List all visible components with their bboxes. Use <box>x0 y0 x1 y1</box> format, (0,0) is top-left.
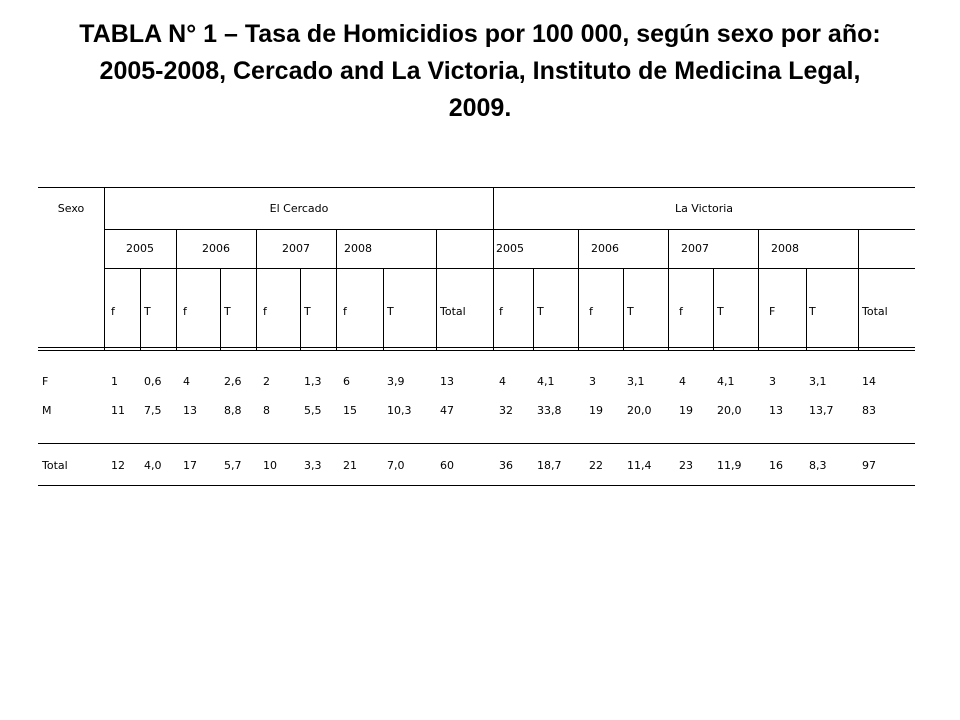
table-cell: 10,3 <box>387 404 412 417</box>
table-cell: 4,0 <box>144 459 162 472</box>
table-cell: 20,0 <box>717 404 742 417</box>
year-victoria-2008: 2008 <box>771 242 799 255</box>
rule-years <box>104 229 915 230</box>
table-cell: 11,9 <box>717 459 742 472</box>
vrule-v-f4 <box>806 268 807 350</box>
rule-header-bottom-2 <box>38 350 915 351</box>
table-cell: 4 <box>183 375 190 388</box>
table-cell: 6 <box>343 375 350 388</box>
table-cell: 10 <box>263 459 277 472</box>
table-cell: 3,1 <box>809 375 827 388</box>
table-cell: 3 <box>589 375 596 388</box>
title-line-2: 2005-2008, Cercado and La Victoria, Instituto de Medicina Legal, <box>99 57 861 85</box>
row-label: M <box>42 404 52 417</box>
table-cell: 36 <box>499 459 513 472</box>
row-label: F <box>42 375 49 388</box>
table-cell: 3 <box>769 375 776 388</box>
table-cell: 11,4 <box>627 459 652 472</box>
year-cercado-2008: 2008 <box>344 242 372 255</box>
table-cell: 15 <box>343 404 357 417</box>
table-cell: 97 <box>862 459 876 472</box>
table-cell: 8,3 <box>809 459 827 472</box>
table-cell: 3,3 <box>304 459 322 472</box>
table-cell: 5,5 <box>304 404 322 417</box>
vrule-c-f2 <box>220 268 221 350</box>
subcolumn-header: T <box>144 305 151 318</box>
table-cell: 17 <box>183 459 197 472</box>
table-cell: 13 <box>440 375 454 388</box>
vrule-c-2007 <box>256 229 257 350</box>
vrule-v-f3 <box>713 268 714 350</box>
table-cell: 14 <box>862 375 876 388</box>
rule-top <box>38 187 915 188</box>
subcolumn-header: T <box>224 305 231 318</box>
rule-total-top <box>38 443 915 444</box>
table-cell: 19 <box>679 404 693 417</box>
table-title <box>60 16 900 127</box>
rule-bottom <box>38 485 915 486</box>
table-cell: 8 <box>263 404 270 417</box>
table-cell: 4,1 <box>717 375 735 388</box>
subcolumn-header: f <box>183 305 187 318</box>
table-cell: 32 <box>499 404 513 417</box>
vrule-c-f1 <box>140 268 141 350</box>
row-label: Total <box>42 459 68 472</box>
table-cell: 4,1 <box>537 375 555 388</box>
subcolumn-header: f <box>343 305 347 318</box>
vrule-c-total <box>436 229 437 350</box>
vrule-groups <box>493 187 494 350</box>
year-cercado-2005: 2005 <box>126 242 154 255</box>
table-cell: 22 <box>589 459 603 472</box>
table-cell: 11 <box>111 404 125 417</box>
subcolumn-header: f <box>263 305 267 318</box>
table-cell: 19 <box>589 404 603 417</box>
table-cell: 33,8 <box>537 404 562 417</box>
year-victoria-2007: 2007 <box>681 242 709 255</box>
vrule-sexo <box>104 187 105 350</box>
table-cell: 0,6 <box>144 375 162 388</box>
year-victoria-2006: 2006 <box>591 242 619 255</box>
year-cercado-2007: 2007 <box>282 242 310 255</box>
subcolumn-header: F <box>769 305 776 318</box>
vrule-c-f3 <box>300 268 301 350</box>
vrule-v-f2 <box>623 268 624 350</box>
table-cell: 13 <box>183 404 197 417</box>
rule-header-bottom-1 <box>38 347 915 348</box>
table-cell: 12 <box>111 459 125 472</box>
table-cell: 5,7 <box>224 459 242 472</box>
table-cell: 60 <box>440 459 454 472</box>
subcolumn-header: f <box>679 305 683 318</box>
table-cell: 18,7 <box>537 459 562 472</box>
table-cell: 7,0 <box>387 459 405 472</box>
table-cell: 1 <box>111 375 118 388</box>
subcolumn-header: T <box>387 305 394 318</box>
vrule-v-f1 <box>533 268 534 350</box>
table-cell: 7,5 <box>144 404 162 417</box>
vrule-c-2008 <box>336 229 337 350</box>
header-el-cercado: El Cercado <box>269 202 329 215</box>
table-cell: 4 <box>679 375 686 388</box>
subcolumn-header: f <box>499 305 503 318</box>
subcolumn-header: Total <box>440 305 466 318</box>
subcolumn-header: T <box>627 305 634 318</box>
table-cell: 23 <box>679 459 693 472</box>
table-cell: 1,3 <box>304 375 322 388</box>
table-cell: 83 <box>862 404 876 417</box>
subcolumn-header: Total <box>862 305 888 318</box>
table-cell: 3,1 <box>627 375 645 388</box>
table-cell: 47 <box>440 404 454 417</box>
vrule-v-2006 <box>578 229 579 350</box>
table-cell: 3,9 <box>387 375 405 388</box>
table-cell: 2 <box>263 375 270 388</box>
table-cell: 4 <box>499 375 506 388</box>
title-line-1: TABLA N° 1 – Tasa de Homicidios por 100 000, según sexo por año: <box>79 20 881 48</box>
table-cell: 8,8 <box>224 404 242 417</box>
year-cercado-2006: 2006 <box>202 242 230 255</box>
subcolumn-header: T <box>717 305 724 318</box>
header-la-victoria: La Victoria <box>674 202 734 215</box>
table-cell: 13 <box>769 404 783 417</box>
title-line-3: 2009. <box>448 94 512 122</box>
header-sexo: Sexo <box>57 202 85 215</box>
table-cell: 20,0 <box>627 404 652 417</box>
subcolumn-header: f <box>111 305 115 318</box>
vrule-v-2008 <box>758 229 759 350</box>
subcolumn-header: T <box>809 305 816 318</box>
subcolumn-header: f <box>589 305 593 318</box>
table-cell: 13,7 <box>809 404 834 417</box>
vrule-c-f4 <box>383 268 384 350</box>
table-cell: 16 <box>769 459 783 472</box>
year-victoria-2005: 2005 <box>496 242 524 255</box>
subcolumn-header: T <box>537 305 544 318</box>
vrule-v-total <box>858 229 859 350</box>
rule-subcols <box>104 268 915 269</box>
table-cell: 2,6 <box>224 375 242 388</box>
vrule-v-2007 <box>668 229 669 350</box>
subcolumn-header: T <box>304 305 311 318</box>
vrule-c-2006 <box>176 229 177 350</box>
table-cell: 21 <box>343 459 357 472</box>
